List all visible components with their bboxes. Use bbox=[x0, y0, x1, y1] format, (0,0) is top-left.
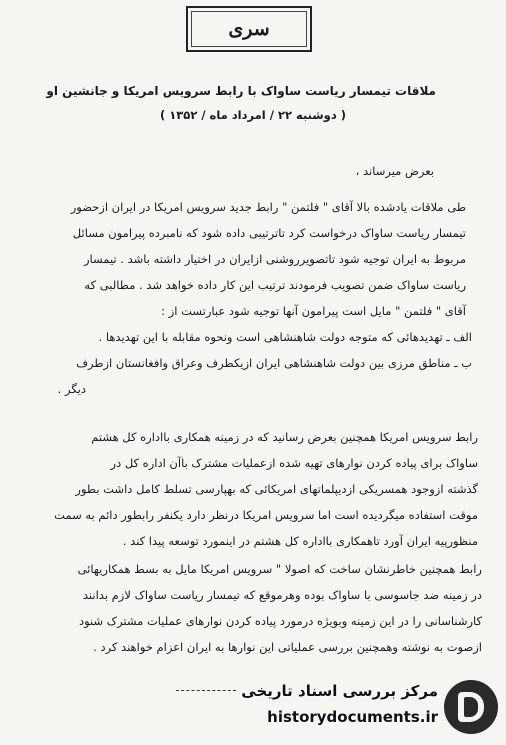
paragraph1-line: آقای " فلتمن " مایل است پیرامون آنها توجیه شود عبارتست از : bbox=[161, 304, 466, 318]
document-date: ( دوشنبه ۲۲ / امرداد ماه / ۱۳۵۲ ) bbox=[160, 108, 346, 122]
paragraph1-line: مربوط به ایران توجیه شود تاتصویرروشنی ازایران در اختیار داشته باشد . تیمسار bbox=[83, 252, 466, 266]
paragraph1-line: ریاست ساواک ضمن تصویب فرمودند ترتیب این کار داده خواهد شد . مطالبی که bbox=[84, 278, 466, 292]
list-item: دیگر . bbox=[57, 382, 86, 396]
paragraph3-line: کارشناسانی را در این زمینه وبویژه درمورد پیاده کردن نوارهای عملیات مشترک شنود bbox=[78, 614, 482, 628]
paragraph2-line: موقت استفاده میگردیده است اما سرویس امریکا درنظر دارد یکنفر رابطور دائم به سمت bbox=[54, 508, 478, 522]
document-title: ملاقات تیمسار ریاست ساواک با رابط سرویس امریکا و جانشین او bbox=[46, 84, 436, 98]
paragraph1-line: تیمسار ریاست ساواک درخواست کرد تاترتیبی داده شود که نامبرده پیرامون مسائل bbox=[72, 226, 466, 240]
list-item: الف ـ تهدیدهائی که متوجه دولت شاهنشاهی است ونحوه مقابله با این تهدیدها . bbox=[98, 330, 472, 344]
paragraph2-line: منظورپیه ایران آورد تاهمکاری بااداره کل هشتم در اینمورد توسعه پیدا کند . bbox=[122, 534, 478, 548]
watermark-url: historydocuments.ir bbox=[267, 708, 438, 726]
classification-label: سری bbox=[228, 18, 270, 40]
paragraph3-line: ازصوت به نوشته وهمچنین بررسی عملیاتی این نوارها به ایران اعزام خواهند کرد . bbox=[93, 640, 482, 654]
classification-stamp bbox=[186, 6, 312, 52]
paragraph2-line: ساواک برای پیاده کردن نوارهای تهیه شده ازعملیات مشترک باآن اداره کل در bbox=[110, 456, 478, 470]
watermark-title: مرکز بررسی اسناد تاریخی bbox=[241, 682, 438, 700]
paragraph2-line: رابط سرویس امریکا همچنین بعرض رسانید که در زمینه همکاری بااداره کل هشتم bbox=[91, 430, 478, 444]
paragraph2-line: گذشته ازوجود همسریکی ازدیپلماتهای امریکائی که بهپارسی تسلط کامل داشت بطور bbox=[75, 482, 478, 496]
paragraph3-line: در زمینه ضد جاسوسی با ساواک بوده وهرموقع که تیمسار ریاست ساواک لازم بدانند bbox=[82, 588, 482, 602]
watermark bbox=[228, 676, 498, 738]
salutation: بعرض میرساند ، bbox=[355, 164, 434, 178]
archive-logo-icon bbox=[444, 680, 498, 734]
paragraph1-line: طی ملاقات یادشده بالا آقای " فلتمن " رابط جدید سرویس امریکا در ایران ازحضور bbox=[70, 200, 466, 214]
scan-mark bbox=[176, 690, 236, 691]
paragraph3-line: رابط همچنین خاطرنشان ساخت که اصولا " سرویس امریکا مایل به بسط همکاریهائی bbox=[77, 562, 482, 576]
list-item: ب ـ مناطق مرزی بین دولت شاهنشاهی ایران ازیکطرف وعراق وافغانستان ازطرف bbox=[76, 356, 472, 370]
